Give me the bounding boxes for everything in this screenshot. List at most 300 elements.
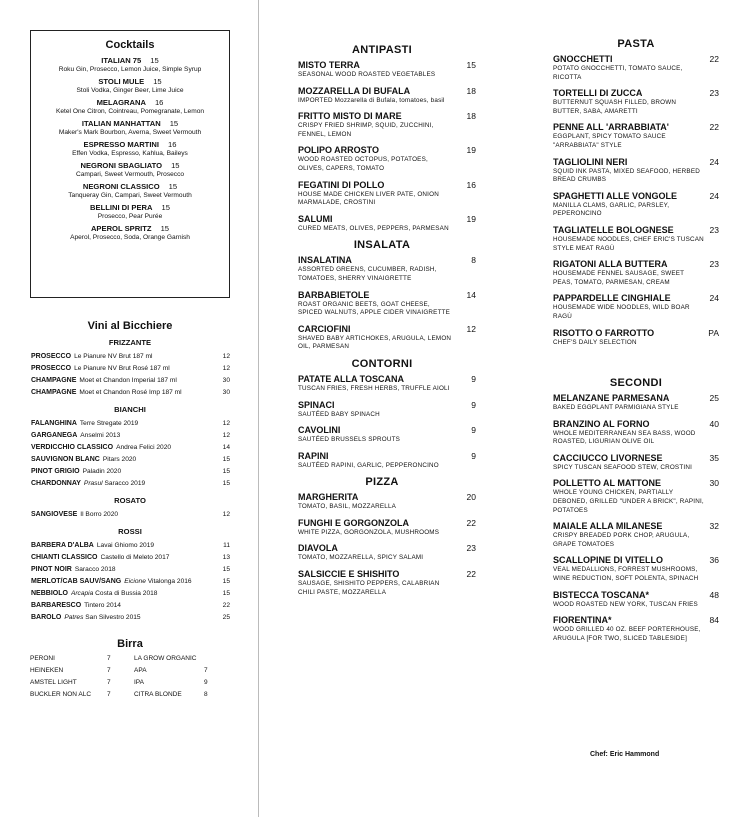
wine-item [30, 375, 230, 387]
wine-description [71, 588, 214, 600]
menu-item [298, 85, 476, 106]
dish-name: RAPINI [298, 450, 329, 461]
dish-name: POLIPO ARROSTO [298, 145, 380, 156]
wine-name: BAROLO [31, 614, 62, 621]
wine-price: 15 [222, 456, 230, 463]
wine-description [74, 351, 214, 363]
cocktail-item [35, 56, 225, 73]
beer-name: AMSTEL LIGHT [30, 679, 77, 686]
wine-item [30, 564, 230, 576]
dish-name: MELANZANE PARMESANA [553, 393, 670, 404]
dish-description: EGGPLANT, SPICY TOMATO SAUCE "ARRABBIATA" STYLE [553, 133, 666, 149]
dish-price: 23 [709, 259, 719, 270]
cocktail-item [35, 119, 225, 136]
beer-price: 9 [204, 679, 208, 686]
wine-item [30, 509, 230, 521]
dish-name: FRITTO MISTO DI MARE [298, 111, 402, 122]
wine-section-bianchi: BIANCHI [114, 405, 146, 414]
wine-price: 15 [222, 480, 230, 487]
wine-price: 15 [222, 566, 230, 573]
cocktail-description: Stoli Vodka, Ginger Beer, Lime Juice [76, 87, 184, 94]
wine-description [79, 387, 214, 399]
dish-price: 12 [466, 323, 476, 334]
wine-producer: San Silvestro 2015 [85, 614, 141, 621]
dish-description: CRISPY FRIED SHRIMP, SQUID, ZUCCHINI, FENNEL, LEMON [298, 122, 434, 138]
dish-description: CRISPY BREADED PORK CHOP, ARUGULA, GRAPE TOMATOES [553, 532, 690, 548]
wine-item [30, 600, 230, 612]
menu-item [298, 425, 476, 445]
cocktail-item [35, 182, 225, 199]
beer-name: PERONI [30, 655, 55, 662]
wine-name: SANGIOVESE [31, 511, 78, 518]
dish-description: POTATO GNOCCHETTI, TOMATO SAUCE, RICOTTA [553, 65, 683, 81]
right-column [553, 38, 719, 649]
cocktail-item [35, 140, 225, 157]
wine-name: PINOT GRIGIO [31, 468, 80, 475]
wine-item [30, 576, 230, 588]
dish-name: FUNGHI E GORGONZOLA [298, 517, 409, 528]
cocktail-description: Roku Gin, Prosecco, Lemon Juice, Simple Syrup [58, 66, 202, 73]
wine-producer: Il Borro 2020 [80, 511, 119, 518]
wine-producer: Castello di Meleto 2017 [100, 554, 170, 561]
cocktail-name: ITALIAN 75 [101, 56, 142, 65]
wine-producer: Lavai Ghiomo 2019 [96, 542, 155, 549]
vini-title: Vini al Bicchiere [87, 320, 173, 332]
menu-item [298, 213, 476, 234]
wine-producer: Pitars 2020 [102, 456, 137, 463]
menu-item [553, 157, 719, 185]
dish-price: 16 [466, 179, 476, 190]
cocktail-name-line [35, 77, 225, 86]
wine-price: 12 [222, 353, 230, 360]
beer-price: 7 [107, 691, 111, 698]
section-title-pasta: PASTA [617, 38, 655, 50]
menu-item [553, 478, 719, 515]
wine-description [84, 478, 214, 490]
cocktail-name-line [35, 161, 225, 170]
dish-description: VEAL MEDALLIONS, FORREST MUSHROOMS, WINE REDUCTION, SOFT POLENTA, SPINACH [553, 566, 699, 583]
dish-name: TORTELLI DI ZUCCA [553, 88, 643, 99]
menu-item [553, 259, 719, 287]
cocktail-description: Effen Vodka, Espresso, Kahlua, Baileys [72, 150, 188, 157]
dish-name: FIORENTINA* [553, 615, 612, 626]
wine-item [30, 466, 230, 478]
wine-price: 11 [223, 542, 230, 549]
dish-description: SPICY TUSCAN SEAFOOD STEW, CROSTINI [553, 463, 693, 471]
dish-name: PATATE ALLA TOSCANA [298, 373, 404, 384]
dish-description: ROAST ORGANIC BEETS, GOAT CHEESE, SPICED WALNUTS, APPLE CIDER VINAIGRETTE [298, 300, 451, 317]
cocktail-name: STOLI MULE [98, 77, 145, 86]
section-title-antipasti: ANTIPASTI [352, 44, 412, 56]
wine-producer: Vitalonga 2016 [147, 578, 192, 585]
dish-price: 23 [709, 88, 719, 99]
cocktail-name-line [35, 182, 225, 191]
wine-list [30, 338, 230, 624]
dish-description: HOUSEMADE NOODLES, CHEF ERIC'S TUSCAN STYLE MEAT RAGÙ [553, 235, 704, 252]
wine-price: 30 [222, 377, 230, 384]
cocktail-name: NEGRONI SBAGLIATO [80, 161, 163, 170]
menu-item [298, 289, 476, 318]
cocktail-name: MELAGRANA [96, 98, 146, 107]
cocktail-name-line [35, 224, 225, 233]
wine-label: Patres [64, 614, 84, 621]
middle-column [298, 44, 476, 603]
dish-price: 22 [709, 122, 719, 133]
wine-name: CHAMPAGNE [31, 377, 77, 384]
dish-description: WHOLE MEDITERRANEAN SEA BASS, WOOD ROASTED, LIGURIAN OLIVE OIL [553, 429, 696, 446]
menu-item [298, 399, 476, 420]
dish-price: 23 [466, 543, 476, 554]
wine-producer: Saracco 2019 [104, 480, 146, 487]
wine-name: PROSECCO [31, 353, 72, 360]
wine-name: CHAMPAGNE [31, 389, 77, 396]
dish-price: 22 [466, 517, 476, 528]
dish-price: PA [708, 327, 719, 338]
cocktail-item [35, 77, 225, 94]
chef-credit: Chef: Eric Hammond [590, 751, 660, 758]
cocktail-name-line [35, 98, 225, 107]
cocktail-name: NEGRONI CLASSICO [82, 182, 160, 191]
dish-description: SAUSAGE, SHISHITO PEPPERS, CALABRIAN CHILI PASTE, MOZZARELLA [298, 580, 440, 596]
menu-item [553, 54, 719, 82]
cocktail-name: APEROL SPRITZ [90, 224, 152, 233]
wine-item [30, 442, 230, 454]
menu-item [553, 590, 719, 610]
dish-price: 40 [709, 418, 719, 429]
dish-description: WOOD ROASTED NEW YORK, TUSCAN FRIES [553, 600, 698, 608]
wine-name: PINOT NOIR [31, 566, 72, 573]
dish-name: MAIALE ALLA MILANESE [553, 521, 663, 532]
menu-item [298, 255, 476, 283]
dish-name: RISOTTO O FARROTTO [553, 327, 655, 338]
cocktail-name: BELLINI DI PERA [90, 203, 153, 212]
wine-label: Arcapia [70, 590, 94, 597]
wine-name: SAUVIGNON BLANC [31, 456, 100, 463]
wine-price: 15 [222, 578, 230, 585]
dish-name: FEGATINI DI POLLO [298, 179, 385, 190]
cocktail-price: 16 [154, 98, 164, 107]
dish-price: 24 [709, 293, 719, 304]
wine-item [30, 351, 230, 363]
cocktail-description: Ketel One Citron, Cointreau, Pomegranate, Lemon [55, 108, 205, 115]
cocktail-item [35, 203, 225, 220]
dish-name: DIAVOLA [298, 543, 338, 554]
menu-item [298, 492, 476, 512]
menu-item [298, 179, 476, 208]
wine-description [64, 612, 214, 624]
dish-name: PAPPARDELLE CINGHIALE [553, 293, 671, 304]
wine-item [30, 540, 230, 552]
wine-price: 15 [222, 590, 230, 597]
wine-price: 15 [222, 468, 230, 475]
cocktail-item [35, 98, 225, 115]
dish-price: 25 [709, 393, 719, 404]
wine-price: 30 [222, 389, 230, 396]
cocktail-price: 15 [168, 182, 178, 191]
dish-name: SPAGHETTI ALLE VONGOLE [553, 190, 678, 201]
dish-name: SPINACI [298, 399, 335, 410]
wine-producer: Paladin 2020 [82, 468, 122, 475]
dish-name: MISTO TERRA [298, 60, 360, 70]
beer-price: 8 [204, 691, 208, 698]
cocktail-price: 15 [171, 161, 180, 170]
wine-description [80, 509, 214, 521]
dish-price: 9 [471, 399, 476, 410]
dish-price: 19 [466, 213, 476, 224]
dish-description: SEASONAL WOOD ROASTED VEGETABLES [298, 71, 436, 78]
wine-name: NEBBIOLO [31, 590, 68, 597]
dish-description: SAUTÉED BRUSSELS SPROUTS [298, 436, 401, 444]
wine-section-rossi: ROSSI [118, 527, 142, 536]
dish-name: SALSICCIE E SHISHITO [298, 569, 400, 580]
dish-name: MOZZARELLA DI BUFALA [298, 85, 411, 96]
wine-description [84, 600, 214, 612]
dish-price: 48 [709, 589, 719, 600]
dish-name: CARCIOFINI [298, 323, 351, 334]
dish-description: CURED MEATS, OLIVES, PEPPERS, PARMESAN [298, 224, 449, 232]
menu-item [553, 419, 719, 447]
dish-price: 18 [466, 111, 476, 122]
beer-name: LA GROW ORGANIC [134, 655, 197, 662]
dish-price: 8 [471, 255, 476, 266]
wine-price: 12 [222, 432, 230, 439]
dish-description: SAUTÉED BABY SPINACH [298, 410, 380, 418]
wine-section-rosato: ROSATO [114, 496, 146, 505]
cocktails-box [30, 30, 230, 298]
section-title-secondi: SECONDI [609, 377, 663, 390]
menu-item [298, 111, 476, 139]
menu-item [553, 555, 719, 583]
wine-item [30, 418, 230, 430]
wine-name: BARBERA D'ALBA [31, 542, 94, 549]
dish-name: POLLETTO AL MATTONE [553, 478, 661, 489]
dish-description: WHITE PIZZA, GORGONZOLA, MUSHROOMS [298, 528, 440, 536]
wine-price: 25 [222, 614, 230, 621]
dish-price: 84 [709, 615, 719, 626]
dish-name: CACCIUCCO LIVORNESE [553, 452, 663, 463]
wine-producer: Moet et Chandon Rosé Imp 187 ml [79, 389, 182, 396]
wine-name: GARGANEGA [31, 432, 78, 439]
cocktail-price: 15 [153, 77, 162, 86]
section-title-pizza: PIZZA [365, 476, 399, 489]
dish-description: ASSORTED GREENS, CUCUMBER, RADISH, TOMATOES, SHERRY VINAIGRETTE [298, 266, 437, 282]
wine-item [30, 552, 230, 564]
dish-description: MANILLA CLAMS, GARLIC, PARSLEY, PEPERONCINO [553, 201, 670, 218]
beer-name: IPA [134, 679, 144, 686]
dish-description: HOUSE MADE CHICKEN LIVER PATE, ONION MARMALADE, CROSTINI [298, 190, 439, 207]
wine-item [30, 478, 230, 490]
cocktail-item [35, 161, 225, 178]
wine-description [101, 552, 215, 564]
dish-description: WOOD ROASTED OCTOPUS, POTATOES, OLIVES, CAPERS, TOMATO [298, 156, 428, 172]
wine-name: CHIANTI CLASSICO [31, 554, 98, 561]
menu-item [298, 569, 476, 597]
dish-description: TOMATO, MOZZARELLA, SPICY SALAMI [298, 554, 424, 562]
dish-price: 35 [709, 452, 719, 463]
beer-name: APA [134, 667, 147, 674]
wine-item [30, 588, 230, 600]
cocktail-item [35, 224, 225, 241]
dish-name: GNOCCHETTI [553, 54, 613, 64]
dish-description: HOUSEMADE WIDE NOODLES, WILD BOAR RAGÙ [553, 304, 690, 320]
wine-name: BARBARESCO [31, 602, 82, 609]
dish-price: 30 [709, 478, 719, 489]
cocktail-price: 16 [168, 140, 177, 149]
wine-label: Prasul [83, 480, 103, 487]
wine-producer: Moet et Chandon Imperial 187 ml [79, 377, 177, 384]
menu-item [298, 323, 476, 352]
wine-producer: Tintero 2014 [84, 602, 121, 609]
wine-price: 12 [222, 511, 230, 518]
dish-price: 9 [471, 425, 476, 436]
menu-item [553, 225, 719, 253]
dish-description: TUSCAN FRIES, FRESH HERBS, TRUFFLE AIOLI [298, 384, 450, 392]
dish-description: IMPORTED Mozzarella di Bufala, tomatoes, basil [298, 96, 445, 104]
menu-item [553, 122, 719, 150]
menu-item [553, 293, 719, 321]
wine-description [83, 466, 214, 478]
dish-price: 20 [466, 492, 476, 503]
cocktail-name-line [35, 119, 225, 128]
dish-description: HOUSEMADE FENNEL SAUSAGE, SWEET PEAS, TOMATO, PARMESAN, CREAM [553, 270, 685, 286]
dish-price: 24 [709, 156, 719, 167]
menu-item [298, 373, 476, 394]
wine-price: 12 [222, 365, 230, 372]
wine-producer: Anselmi 2013 [80, 432, 121, 439]
wine-name: MERLOT/CAB SAUV/SANG [31, 578, 122, 585]
dish-name: SCALLOPINE DI VITELLO [553, 555, 664, 566]
dish-description: WOOD GRILLED 40 OZ. BEEF PORTERHOUSE, ARUGULA [FOR TWO, SLICED TABLESIDE] [553, 626, 701, 642]
beer-name: CITRA BLONDE [134, 691, 182, 698]
wine-price: 14 [222, 444, 230, 451]
cocktail-name-line [35, 56, 225, 65]
wine-description [103, 454, 214, 466]
dish-price: 19 [466, 145, 476, 156]
dish-price: 14 [466, 289, 476, 300]
beer-price [204, 654, 224, 664]
wine-description [80, 430, 214, 442]
wine-label: Eicione [124, 578, 146, 585]
menu-item [553, 615, 719, 643]
cocktail-description: Campari, Sweet Vermouth, Prosecco [75, 171, 185, 178]
dish-price: 36 [709, 555, 719, 566]
dish-name: MARGHERITA [298, 492, 359, 503]
wine-item [30, 387, 230, 399]
wine-producer: Andrea Felici 2020 [116, 444, 172, 451]
dish-price: 22 [709, 54, 719, 64]
wine-description [79, 375, 214, 387]
wine-producer: Terre Stregate 2019 [79, 420, 139, 427]
section-title-contorni: CONTORNI [351, 357, 413, 370]
cocktail-name-line [35, 140, 225, 149]
wine-item [30, 454, 230, 466]
menu-item [553, 453, 719, 473]
cocktail-description: Aperol, Prosecco, Soda, Orange Garnish [70, 234, 190, 241]
dish-name: RIGATONI ALLA BUTTERA [553, 259, 668, 270]
beer-price: 7 [107, 667, 111, 674]
menu-item [553, 393, 719, 413]
cocktail-price: 15 [169, 119, 179, 128]
cocktail-list [35, 56, 225, 241]
dish-price: 9 [471, 373, 476, 384]
birra-title: Birra [117, 638, 143, 650]
wine-description [97, 540, 214, 552]
dish-name: SALUMI [298, 213, 333, 224]
cocktail-price: 15 [150, 56, 159, 65]
cocktail-price: 15 [161, 203, 170, 212]
dish-name: BISTECCA TOSCANA* [553, 589, 650, 600]
wine-price: 22 [222, 602, 230, 609]
cocktail-name: ESPRESSO MARTINI [83, 140, 160, 149]
menu-item [298, 145, 476, 173]
dish-name: INSALATINA [298, 255, 352, 266]
section-title-insalata: INSALATA [353, 239, 411, 252]
beer-price: 7 [107, 655, 111, 662]
dish-name: TAGLIOLINI NERI [553, 156, 628, 167]
wine-name: VERDICCHIO CLASSICO [31, 444, 114, 451]
cocktail-description: Prosecco, Pear Purée [97, 213, 163, 220]
menu-item [553, 191, 719, 219]
menu-item [298, 60, 476, 80]
dish-price: 18 [466, 85, 476, 96]
beer-name: HEINEKEN [30, 667, 64, 674]
dish-name: CAVOLINI [298, 425, 341, 436]
dish-description: SAUTÉED RAPINI, GARLIC, PEPPERONCINO [298, 461, 439, 469]
wine-name: FALANGHINA [31, 420, 77, 427]
menu-item [298, 450, 476, 471]
dish-name: BARBABIETOLE [298, 289, 370, 300]
wine-description [75, 564, 214, 576]
left-column [30, 30, 230, 700]
dish-description: WHOLE YOUNG CHICKEN, PARTIALLY DEBONED, GRILLED "UNDER A BRICK", RAPINI, POTATOES [553, 489, 704, 514]
dish-price: 23 [709, 224, 719, 235]
dish-name: TAGLIATELLE BOLOGNESE [553, 224, 674, 235]
wine-name: PROSECCO [31, 365, 72, 372]
wine-producer: Le Pianure NV Brut 187 ml [74, 353, 153, 360]
cocktail-description: Tanqueray Gin, Campari, Sweet Vermouth [68, 192, 192, 199]
beer-name: BUCKLER NON ALC [30, 691, 92, 698]
menu-item [298, 517, 476, 538]
cocktail-price: 15 [160, 224, 170, 233]
dish-price: 15 [466, 60, 476, 70]
dish-description: SHAVED BABY ARTICHOKES, ARUGULA, LEMON OIL, PARMESAN [298, 334, 452, 351]
wine-producer: Saracco 2018 [74, 566, 116, 573]
dish-name: PENNE ALL 'ARRABBIATA' [553, 122, 669, 133]
menu-item [298, 543, 476, 563]
wine-description [116, 442, 214, 454]
menu-item [553, 88, 719, 116]
beer-price: 7 [107, 679, 111, 686]
column-divider [258, 0, 259, 817]
wine-price: 12 [222, 420, 230, 427]
wine-section-frizzante: FRIZZANTE [108, 338, 152, 347]
dish-description: SQUID INK PASTA, MIXED SEAFOOD, HERBED BREAD CRUMBS [553, 167, 700, 184]
dish-description: CHEF'S DAILY SELECTION [553, 338, 637, 346]
cocktail-name-line [35, 203, 225, 212]
dish-price: 32 [709, 521, 719, 532]
wine-producer: Le Pianure NV Brut Rosé 187 ml [74, 365, 170, 372]
dish-description: BUTTERNUT SQUASH FILLED, BROWN BUTTER, SABA, AMARETTI [553, 99, 677, 115]
wine-item [30, 363, 230, 375]
wine-description [124, 576, 214, 588]
menu-item [553, 521, 719, 549]
wine-price: 13 [222, 554, 230, 561]
dish-price: 9 [471, 450, 476, 461]
dish-description: BAKED EGGPLANT PARMIGIANA STYLE [553, 404, 679, 412]
wine-description [74, 363, 214, 375]
wine-description [80, 418, 214, 430]
wine-item [30, 612, 230, 624]
